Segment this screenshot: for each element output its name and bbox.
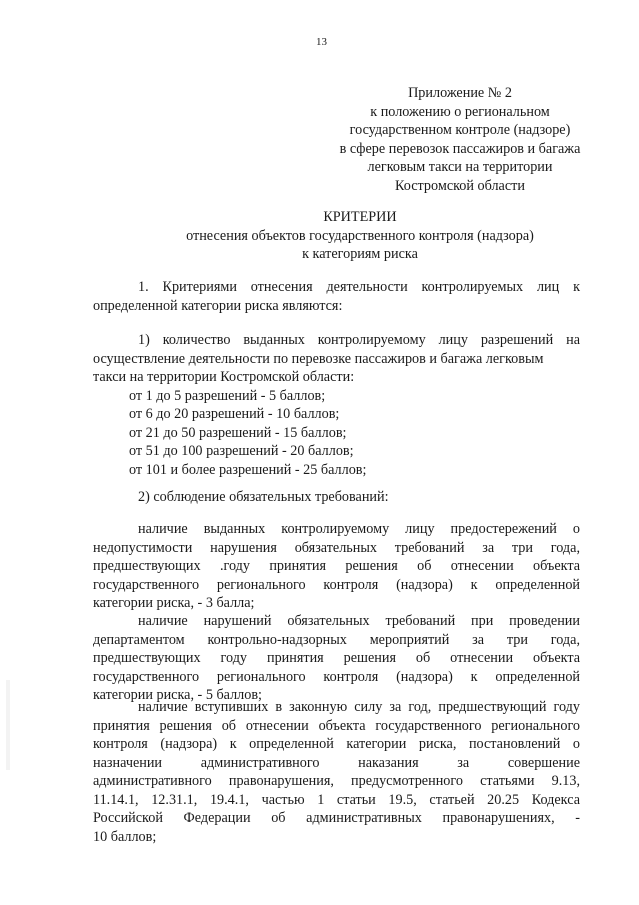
paragraph-6 bbox=[93, 698, 580, 846]
text-line: назначении административного наказания за совершение bbox=[93, 754, 580, 771]
text-line: категории риска, - 3 балла; bbox=[93, 595, 255, 611]
appendix-line: Приложение № 2 bbox=[408, 85, 512, 101]
text-line: категории риска, - 5 баллов; bbox=[93, 687, 262, 703]
text-line: 1. Критериями отнесения деятельности контролируемых лиц к bbox=[138, 279, 580, 295]
paragraph-2 bbox=[93, 331, 580, 479]
text-line: 10 баллов; bbox=[93, 828, 157, 845]
text-line: государственного регионального контроля (надзора) к определенной bbox=[93, 576, 580, 593]
criteria-title: КРИТЕРИИ bbox=[323, 209, 397, 225]
text-line: Российской Федерации об административных правонарушениях, - bbox=[93, 810, 580, 826]
text-line: недопустимости нарушения обязательных требований за три года, bbox=[93, 539, 580, 556]
text-line: административного правонарушения, предусмотренного статьями 9.13, bbox=[93, 773, 580, 789]
text-line: наличие выданных контролируемому лицу предостережений о bbox=[138, 521, 580, 537]
text-line: 1) количество выданных контролируемому лицу разрешений на bbox=[138, 332, 580, 348]
text-line: принятия решения об отнесении объекта государственного регионального bbox=[93, 717, 580, 734]
text-line: 2) соблюдение обязательных требований: bbox=[138, 489, 389, 505]
paragraph-4 bbox=[93, 520, 580, 613]
appendix-line: к положению о региональном bbox=[370, 103, 550, 120]
text-line: такси на территории Костромской области: bbox=[93, 369, 355, 385]
appendix-line: Костромской области bbox=[395, 177, 525, 194]
text-line: контроля (надзора) к определенной категории риска, постановлений о bbox=[93, 736, 580, 752]
scan-margin-mark bbox=[6, 680, 10, 770]
text-line: 11.14.1, 12.31.1, 19.4.1, частью 1 статьи 19.5, статьей 20.25 Кодекса bbox=[93, 791, 580, 808]
paragraph-1 bbox=[93, 278, 580, 315]
appendix-line: легковым такси на территории bbox=[367, 159, 553, 175]
range-item: от 51 до 100 разрешений - 20 баллов; bbox=[129, 443, 354, 459]
page-number: 13 bbox=[316, 36, 327, 48]
paragraph-5 bbox=[93, 612, 580, 705]
text-line: определенной категории риска являются: bbox=[93, 297, 343, 314]
text-line: государственного регионального контроля (надзора) к определенной bbox=[93, 668, 580, 685]
text-line: наличие нарушений обязательных требований при проведении bbox=[138, 613, 580, 629]
range-item: от 1 до 5 разрешений - 5 баллов; bbox=[129, 387, 326, 404]
text-line: департаментом контрольно-надзорных мероприятий за три года, bbox=[93, 631, 580, 648]
appendix-line: в сфере перевозок пассажиров и багажа bbox=[339, 140, 581, 157]
criteria-heading bbox=[160, 208, 560, 264]
text-line: предшествующих году принятия решения об отнесении объекта bbox=[93, 650, 580, 666]
criteria-subtitle-line: к категориям риска bbox=[302, 246, 418, 262]
range-item: от 101 и более разрешений - 25 баллов; bbox=[129, 461, 367, 478]
appendix-header bbox=[300, 84, 620, 195]
paragraph-3 bbox=[93, 488, 580, 507]
text-line: осуществление деятельности по перевозке пассажиров и багажа легковым bbox=[93, 350, 544, 367]
text-line: предшествующих .году принятия решения об отнесении объекта bbox=[93, 558, 580, 574]
text-line: наличие вступивших в законную силу за год, предшествующий году bbox=[138, 699, 580, 715]
criteria-subtitle-line: отнесения объектов государственного контроля (надзора) bbox=[186, 227, 534, 244]
range-item: от 21 до 50 разрешений - 15 баллов; bbox=[129, 424, 347, 441]
appendix-line: государственном контроле (надзоре) bbox=[349, 122, 571, 138]
range-item: от 6 до 20 разрешений - 10 баллов; bbox=[129, 406, 340, 422]
